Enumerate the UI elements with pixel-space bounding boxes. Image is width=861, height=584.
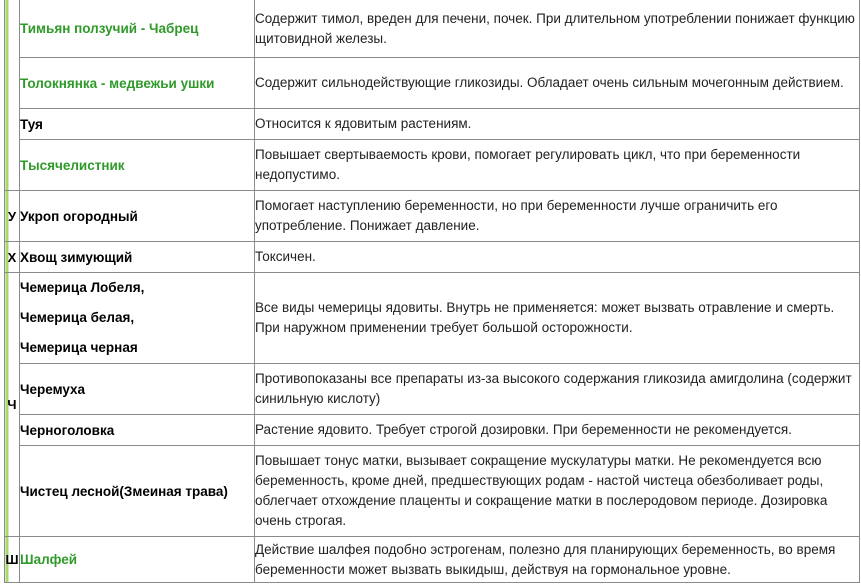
plant-description: Действие шалфея подобно эстрогенам, полезно для планирующих беременность, во время беременности может вызвать выкидыш, действуя на гормональное уровне. [255, 537, 860, 583]
letter-cell [5, 0, 20, 191]
plant-name: Черноголовка [20, 415, 255, 446]
plant-name-line: Чемерица черная [20, 340, 138, 355]
table-row [5, 140, 860, 191]
plant-name: Черемуха [20, 364, 255, 415]
plant-description: Противопоказаны все препараты из-за высокого содержания гликозида амигдолина (содержит синильную кислоту) [255, 364, 860, 415]
plant-description: Содержит тимол, вреден для печени, почек. При длительном употреблении понижает функцию щитовидной железы. [255, 0, 860, 58]
letter-cell: Х [5, 242, 20, 273]
plant-description: Содержит сильнодействующие гликозиды. Обладает очень сильным мочегонным действием. [255, 58, 860, 109]
plant-name: Укроп огородный [20, 191, 255, 242]
plant-name [20, 273, 255, 364]
table-row [5, 242, 860, 273]
table-row [5, 109, 860, 140]
plant-description: Помогает наступлению беременности, но при беременности лучше ограничить его употребление. Понижает давление. [255, 191, 860, 242]
plant-description: Повышает тонус матки, вызывает сокращение мускулатуры матки. Не рекомендуется всю беременность, кроме дней, предшествующих родам - настой чистеца обезболивает роды, облегчает отхождение плаценты и сокращение матки в послеродовом периоде. Дозировка очень строгая. [255, 446, 860, 537]
table-row [5, 273, 860, 364]
plant-description: Повышает свертываемость крови, помогает регулировать цикл, что при беременности недопустимо. [255, 140, 860, 191]
plant-name: Шалфей [20, 537, 255, 583]
letter-cell: Ч [5, 273, 20, 537]
plant-name: Толокнянка - медвежьи ушки [20, 58, 255, 109]
table-row [5, 364, 860, 415]
table-row [5, 58, 860, 109]
plant-name: Тысячелистник [20, 140, 255, 191]
plant-description: Все виды чемерицы ядовиты. Внутрь не применяется: может вызвать отравление и смерть. При наружном применении требует большой осторожности. [255, 273, 860, 364]
table-row [5, 415, 860, 446]
plant-description: Токсичен. [255, 242, 860, 273]
plant-name-line: Чемерица Лобеля, [20, 280, 145, 295]
plant-description: Относится к ядовитым растениям. [255, 109, 860, 140]
plant-name: Туя [20, 109, 255, 140]
plant-description: Растение ядовито. Требует строгой дозировки. При беременности не рекомендуется. [255, 415, 860, 446]
letter-cell: У [5, 191, 20, 242]
table-row [5, 537, 860, 583]
plant-name: Тимьян ползучий - Чабрец [20, 0, 255, 58]
table-row [5, 191, 860, 242]
herbs-table [4, 0, 860, 583]
plant-name-line: Чемерица белая, [20, 310, 135, 325]
plant-name: Хвощ зимующий [20, 242, 255, 273]
letter-cell: Ш [5, 537, 20, 583]
table-row [5, 446, 860, 537]
plant-name: Чистец лесной(Змеиная трава) [20, 446, 255, 537]
table-row [5, 0, 860, 58]
